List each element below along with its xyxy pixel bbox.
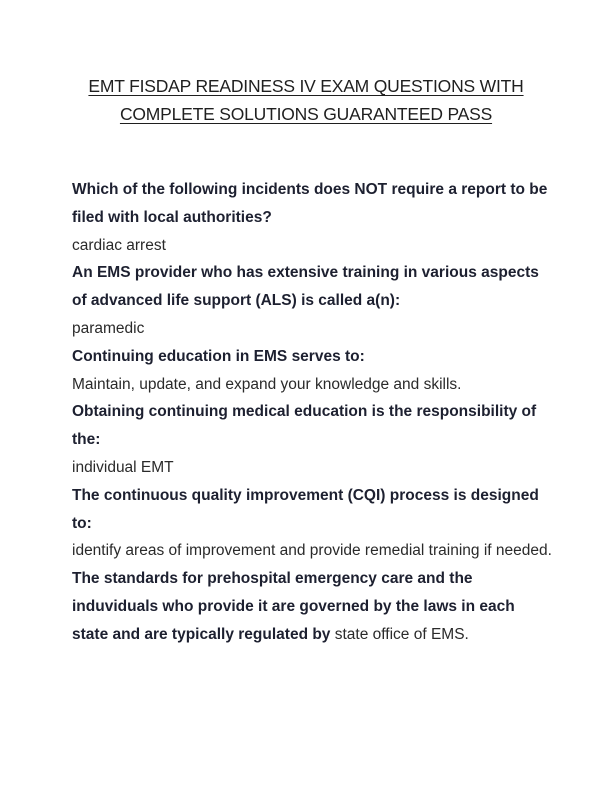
qa-item (72, 398, 552, 481)
qa-item (72, 565, 552, 648)
question-text: The continuous quality improvement (CQI) process is designed to: (72, 486, 539, 532)
question-text: An EMS provider who has extensive training in various aspects of advanced life support (ALS) is called a(n): (72, 264, 539, 310)
document-title (40, 72, 572, 128)
answer-text: paramedic (72, 319, 145, 337)
question-text: Continuing education in EMS serves to: (72, 347, 365, 365)
qa-item (72, 259, 552, 342)
answer-text: cardiac arrest (72, 236, 166, 254)
question-text: Which of the following incidents does NOT require a report to be filed with local authorities? (72, 181, 548, 226)
title-line-1: EMT FISDAP READINESS IV EXAM QUESTIONS WITH (88, 76, 524, 96)
answer-text: identify areas of improvement and provide remedial training if needed. (72, 542, 552, 560)
title-line-2: COMPLETE SOLUTIONS GUARANTEED PASS (119, 104, 493, 124)
qa-item (72, 343, 552, 399)
answer-text: individual EMT (72, 458, 174, 476)
answer-text: state office of EMS. (334, 625, 469, 643)
qa-item (72, 176, 552, 259)
qa-item (72, 482, 552, 565)
answer-text: Maintain, update, and expand your knowledge and skills. (72, 375, 462, 393)
question-text: Obtaining continuing medical education is the responsibility of the: (72, 403, 537, 449)
question-text: The standards for prehospital emergency care and the induviduals who provide it are governed by the laws in each state and are typically regulated by (72, 570, 515, 643)
qa-list (72, 176, 552, 649)
